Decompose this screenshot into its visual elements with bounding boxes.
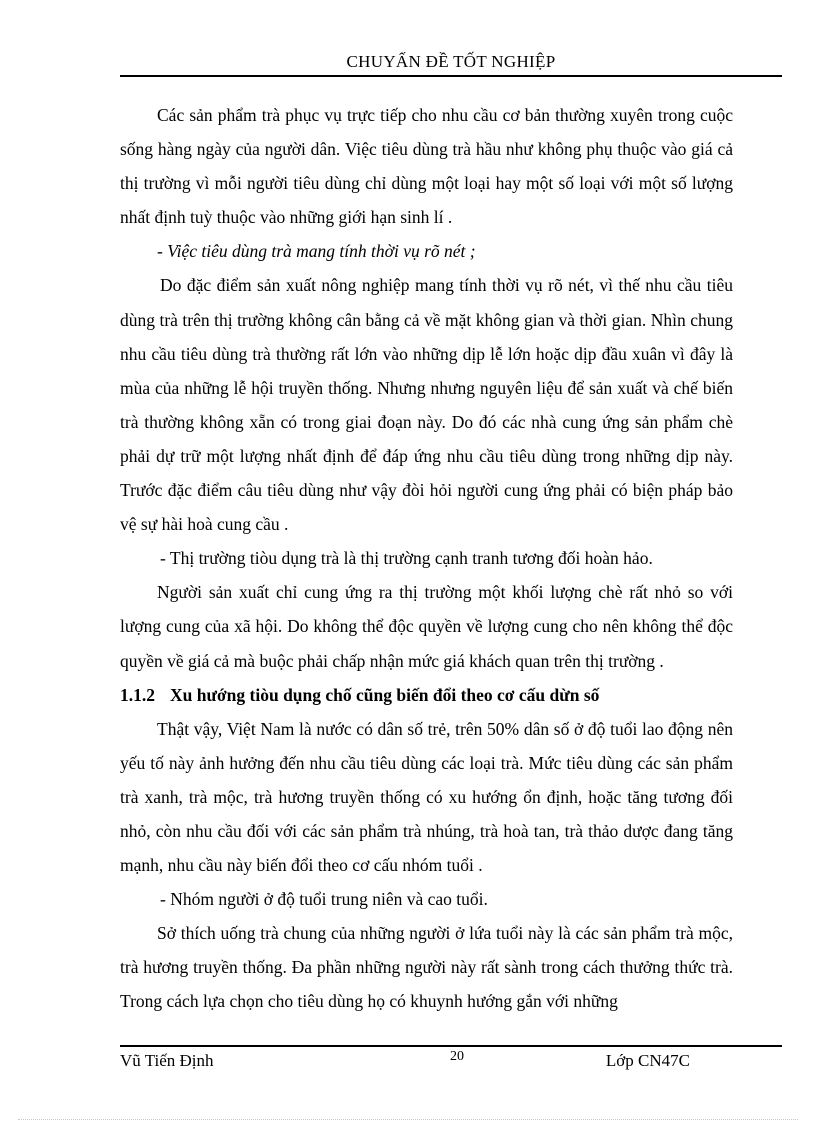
bullet-age-group: - Nhóm người ở độ tuổi trung niên và cao tuổi. [160,889,488,910]
page-number: 20 [450,1049,464,1064]
section-heading-text: Xu hướng tiòu dụng chố cũng biến đổi theo cơ cấu dừn số [170,684,600,705]
page-footer [120,1049,782,1079]
paragraph-5: Sở thích uống trà chung của những người ở lứa tuổi này là các sản phẩm trà mộc, trà hương truyền thống. Đa phần những người này rất sành trong cách thưởng thức trà. Trong cách lựa chọn cho tiêu dùng họ có khuynh hướng gắn với những [120,923,733,1012]
paragraph-3: Người sản xuất chỉ cung ứng ra thị trường một khối lượng chè rất nhỏ so với lượng cung của xã hội. Do không thể độc quyền về lượng cung cho nên không thể độc quyền về giá cả mà buộc phải chấp nhận mức giá khách quan trên thị trường . [120,582,733,671]
paragraph-1: Các sản phẩm trà phục vụ trực tiếp cho nhu cầu cơ bản thường xuyên trong cuộc sống hàng ngày của người dân. Việc tiêu dùng trà hầu như không phụ thuộc vào giá cả thị trường vì mỗi người tiêu dùng chỉ dùng một loại hay một số loại với một số lượng nhất định tuỳ thuộc vào những giới hạn sinh lí . [120,105,733,228]
footer-author: Vũ Tiến Định [120,1051,214,1070]
footer-divider [120,1045,782,1047]
header-divider [120,75,782,77]
page-body [120,98,733,1019]
page-header-title: CHUYẤN ĐỀ TỐT NGHIỆP [346,52,556,71]
section-heading [120,678,733,712]
footer-class: Lớp CN47C [605,1051,690,1070]
section-number: 1.1.2 [120,684,155,705]
paragraph-4: Thật vậy, Việt Nam là nước có dân số trẻ, trên 50% dân số ở độ tuổi lao động nên yếu tố này ảnh hưởng đến nhu cầu tiêu dùng các loại trà. Mức tiêu dùng các sản phẩm trà xanh, trà mộc, trà hương truyền thống có xu hướng ổn định, hoặc tăng tương đối nhỏ, còn nhu cầu đối với các sản phẩm trà nhúng, trà hoà tan, trà thảo dược đang tăng mạnh, nhu cầu này biến đổi theo cơ cấu nhóm tuổi . [120,718,733,876]
paragraph-2: Do đặc điểm sản xuất nông nghiệp mang tính thời vụ rõ nét, vì thế nhu cầu tiêu dùng trà trên thị trường không cân bằng cả về mặt không gian và thời gian. Nhìn chung nhu cầu tiêu dùng trà thường rất lớn vào những dịp lễ lớn hoặc dịp đầu xuân vì đây là mùa của những lễ hội truyền thống. Nhưng nhưng nguyên liệu để sản xuất và chế biến trà thường không xẵn có trong giai đoạn này. Do đó các nhà cung ứng sản phẩm chè phải dự trữ một lượng nhất định để đáp ứng nhu cầu tiêu dùng trong những dịp này. Trước đặc điểm câu tiêu dùng như vậy đòi hỏi người cung ứng phải có biện pháp bảo vệ sự hài hoà cung cầu . [120,275,733,535]
page-edge-dots [18,1119,798,1120]
bullet-competition: - Thị trường tiòu dụng trà là thị trường cạnh tranh tương đối hoàn hảo. [160,548,653,569]
bullet-seasonal: - Việc tiêu dùng trà mang tính thời vụ rõ nét ; [157,241,476,262]
